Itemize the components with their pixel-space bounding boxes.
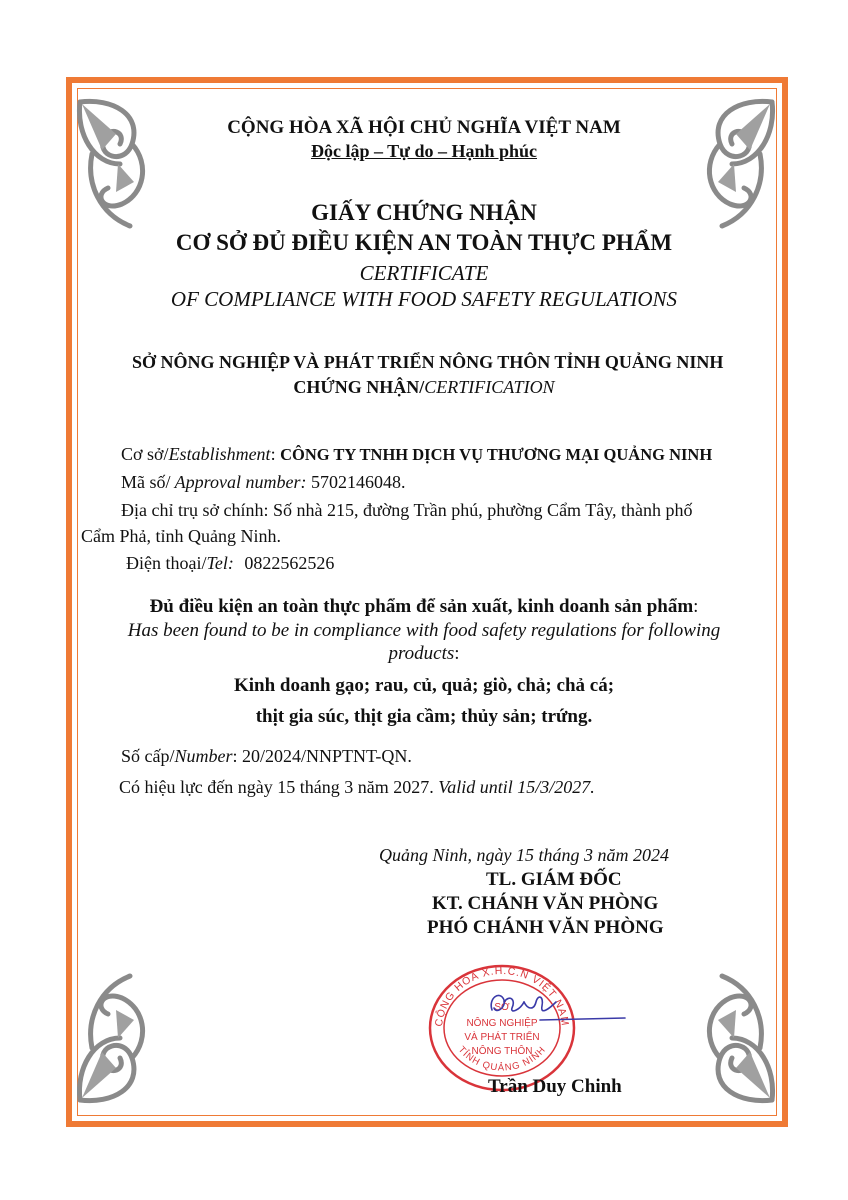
- handwritten-signature: [470, 980, 635, 1040]
- signer-role-1: TL. GIÁM ĐỐC: [486, 869, 622, 890]
- corner-ornament-bottom-right: [694, 968, 780, 1108]
- signer-name: Trần Duy Chinh: [488, 1076, 622, 1097]
- phone-line: [126, 553, 334, 574]
- national-motto: Độc lập – Tự do – Hạnh phúc: [310, 141, 538, 161]
- phone-number: 0822562526: [244, 553, 335, 573]
- establishment-line: [121, 444, 712, 465]
- stamp-center-2: NÔNG NGHIỆP: [466, 1018, 538, 1029]
- stamp-ring-text: CỘNG HÒA X.H.C.N VIỆT NAM: [433, 964, 572, 1028]
- compliance-products-word: products: [388, 643, 455, 664]
- validity-vi: Có hiệu lực đến ngày 15 tháng 3 năm 2027.: [119, 777, 439, 797]
- establishment-label-en: Establishment: [168, 444, 271, 464]
- signer-role-3: PHÓ CHÁNH VĂN PHÒNG: [427, 917, 664, 938]
- establishment-name: CÔNG TY TNHH DỊCH VỤ THƯƠNG MẠI QUẢNG NINH: [280, 445, 713, 464]
- stamp-center-1: SỞ: [494, 1002, 510, 1013]
- approval-line: [121, 472, 405, 493]
- certificate-title: GIẤY CHỨNG NHẬN: [311, 200, 537, 225]
- number-label-en: Number: [174, 746, 233, 766]
- certification-label-vi: CHỨNG NHẬN/: [293, 377, 425, 397]
- stamp-center-3: VÀ PHÁT TRIỂN: [464, 1032, 540, 1043]
- validity-line: [119, 777, 595, 798]
- compliance-statement: [0, 596, 848, 618]
- stamp-center-4: NÔNG THÔN: [471, 1046, 533, 1057]
- approval-number: 5702146048.: [310, 472, 406, 492]
- republic-header: CỘNG HÒA XÃ HỘI CHỦ NGHĨA VIỆT NAM: [227, 117, 621, 138]
- compliance-statement-en-2: [0, 643, 848, 665]
- establishment-colon: :: [270, 444, 276, 464]
- signer-role-2: KT. CHÁNH VĂN PHÒNG: [432, 893, 659, 914]
- phone-label-vi: Điện thoại/: [126, 553, 207, 573]
- compliance-statement-vi: Đủ điều kiện an toàn thực phẩm để sản xuất, kinh doanh sản phẩm: [149, 596, 694, 617]
- approval-label-vi: Mã số/: [121, 472, 171, 492]
- issuing-authority: SỞ NÔNG NGHIỆP VÀ PHÁT TRIỂN NÔNG THÔN TỈNH QUẢNG NINH: [132, 352, 724, 372]
- certification-label-en: CERTIFICATION: [424, 377, 555, 397]
- compliance-colon: :: [693, 596, 699, 617]
- phone-label-en: Tel:: [206, 553, 234, 573]
- place-and-date: Quảng Ninh, ngày 15 tháng 3 năm 2024: [379, 845, 669, 865]
- certificate-number: : 20/2024/NNPTNT-QN.: [232, 746, 412, 766]
- compliance-statement-en-1: Has been found to be in compliance with food safety regulations for following: [127, 620, 721, 641]
- certificate-number-line: [121, 746, 412, 767]
- corner-ornament-bottom-left: [72, 968, 158, 1108]
- address-line-2: Cẩm Phả, tỉnh Quảng Ninh.: [81, 526, 281, 546]
- compliance-colon-2: :: [454, 643, 460, 664]
- products-line-2: thịt gia súc, thịt gia cầm; thủy sản; trứng.: [255, 706, 593, 727]
- certification-heading: [0, 377, 848, 398]
- certificate-title-en: CERTIFICATE: [359, 261, 489, 285]
- certificate-subtitle-en: OF COMPLIANCE WITH FOOD SAFETY REGULATIONS: [170, 287, 678, 311]
- number-label-vi: Số cấp/: [121, 746, 175, 766]
- approval-label-en: Approval number:: [170, 472, 307, 492]
- establishment-label-vi: Cơ sở/: [121, 444, 169, 464]
- validity-en: Valid until 15/3/2027.: [438, 777, 595, 797]
- products-line-1: Kinh doanh gạo; rau, củ, quả; giò, chả; chả cá;: [233, 675, 615, 696]
- stamp-ring-bottom: TỈNH QUẢNG NINH: [455, 1044, 549, 1074]
- address-line-1: Địa chỉ trụ sở chính: Số nhà 215, đường Trần phú, phường Cẩm Tây, thành phố: [121, 500, 693, 520]
- certificate-subtitle: CƠ SỞ ĐỦ ĐIỀU KIỆN AN TOÀN THỰC PHẨM: [175, 230, 673, 255]
